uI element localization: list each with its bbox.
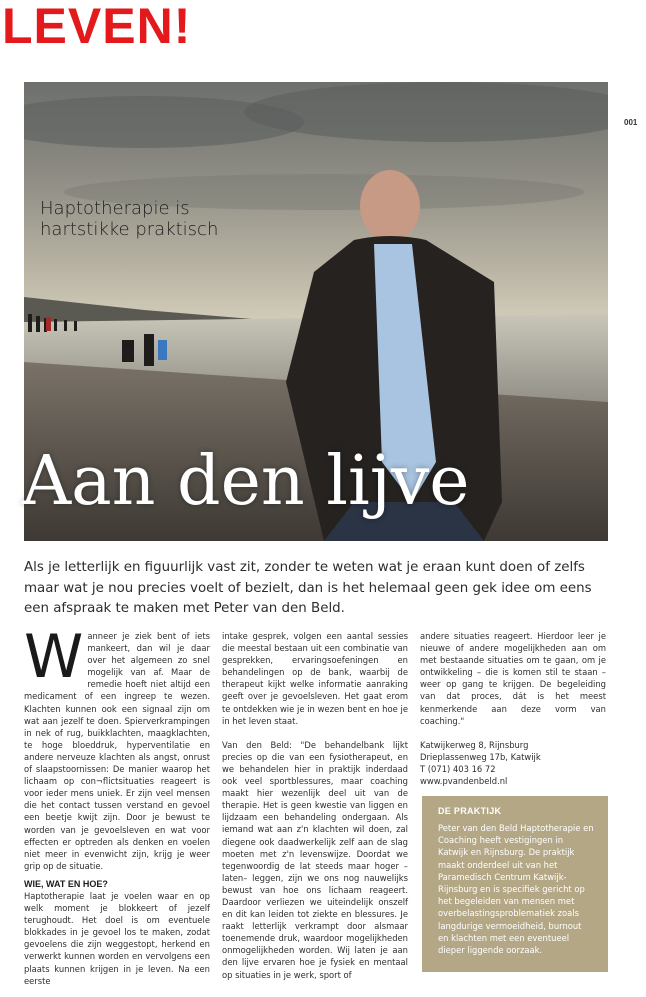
section-heading: WIE, WAT EN HOE? [24,878,108,889]
paragraph: Haptotherapie laat je voelen waar en op welk moment je blokkeert of jezelf terughoudt. Het doel is om eventuele blokkades in je gevoel los te maken, zodat gevoelens die zijn weggestopt, herkend en verwerkt kunnen worden en vervolgens een plaats kunnen krijgen in je leven. Na een eerste [24,890,210,986]
article-lead: Als je letterlijk en figuurlijk vast zit, zonder te weten wat je eraan kunt doen of zelfs maar wat je nou precies voelt of bezielt, dan is het helemaal geen gek idee om eens een afspraak te maken met Peter van den Beld. [24,560,592,616]
paragraph: anneer je ziek bent of iets mankeert, dan wil je daar over het algemeen zo snel mogelijk van af. Maar de remedie hoeft niet altijd een medicament of een ingreep te wezen. Klachten kunnen ook een signaal zijn om wat aan jezelf te doen. Spierverkrampingen in nek of rug, buikklachten, maagklachten, te hoge bloeddruk, hyperventilatie en andere nerveuze klachten als angst, onrust of slaapstoornissen: De manier waarop het lichaam op con¬flictsituaties reageert is voor ieder mens uniek. Er zijn veel mensen die het contact tussen verstand en gevoel een beetje kwijt zijn. Door je bewust te worden van je gevoelsleven en wat voor effecten er optreden als denken en voelen niet meer in evenwicht zijn, krijg je weer grip op de situatie. [24,631,210,871]
article-headline: Aan den lijve [22,442,470,521]
phone-number: T (071) 403 16 72 [420,763,496,774]
address-block [420,739,606,787]
box-text: Peter van den Beld Haptotherapie en Coaching heeft vestigingen in Katwijk en Rijnsburg. De praktijk maakt onderdeel uit van het Paramedisch Centrum Katwijk-Rijnsburg en is specifiek gericht op het begeleiden van mensen met overbelastingsproblematiek zoals langdurige vermoeidheid, burnout en klachten met een eventueel dieper liggende oorzaak. [438,823,594,956]
magazine-logo: LEVEN! [2,0,192,54]
box-title: DE PRAKTIJK [438,806,502,816]
drop-cap: W [24,622,84,692]
paragraph: andere situaties reageert. Hierdoor leer je nieuwe of andere mogelijkheden aan om met bestaande situaties om te gaan, om je ontwikkeling – die is komen stil te staan – weer op gang te krijgen. De begeleiding van dat proces, dát is het meest kenmerkende aan deze vorm van coaching." [420,631,606,726]
article-column-3 [420,630,606,787]
practice-info-box [422,796,608,972]
article-column-1 [24,622,210,987]
subtitle-line-1: Haptotherapie is [40,198,190,219]
paragraph: Van den Beld: "De behandelbank lijkt precies op die van een fysiotherapeut, en we behandelen hier in praktijk inderdaad ook veel sportblessures, maar coaching maakt hier wezenlijk deel uit van de therapie. Het is geen kwestie van liggen en lijdzaam een behandeling ondergaan. Als iemand wat aan z'n klachten wil doen, zal diegene ook daadwerkelijk zelf aan de slag moeten met z'n levenswijze. Doordat we tegenwoordig de lat steeds maar hoger –laten– leggen, zijn we ons nog nauwelijks bewust van hoe ons lichaam reageert. Daardoor verliezen we uiteindelijk onszelf en dit kan leiden tot ziekte en blessures. Je raakt letterlijk verkrampt door alsmaar toenemende druk, waardoor mogelijkheden onmogelijkheden worden. Wij laten je aan den lijve ervaren hoe je fysiek en mentaal op situaties in je werk, sport of [222,739,408,980]
subtitle-line-2: hartstikke praktisch [40,219,219,240]
article-subtitle [40,198,218,240]
article-column-2 [222,630,408,981]
paragraph: intake gesprek, volgen een aantal sessies die meestal bestaan uit een combinatie van gesprekken, ervaringsoefeningen en behandelingen op de bank, waarbij de therapeut kijkt welke informatie aanraking geeft over je gevoelsleven. Het gaat erom te ontdekken wie je in wezen bent en hoe je in het leven staat. [222,631,408,726]
website-link[interactable]: www.pvandenbeld.nl [420,776,508,787]
address-line: Drieplassenweg 17b, Katwijk [420,751,541,762]
page-number: 001 [624,118,638,127]
address-line: Katwijkerweg 8, Rijnsburg [420,739,529,750]
